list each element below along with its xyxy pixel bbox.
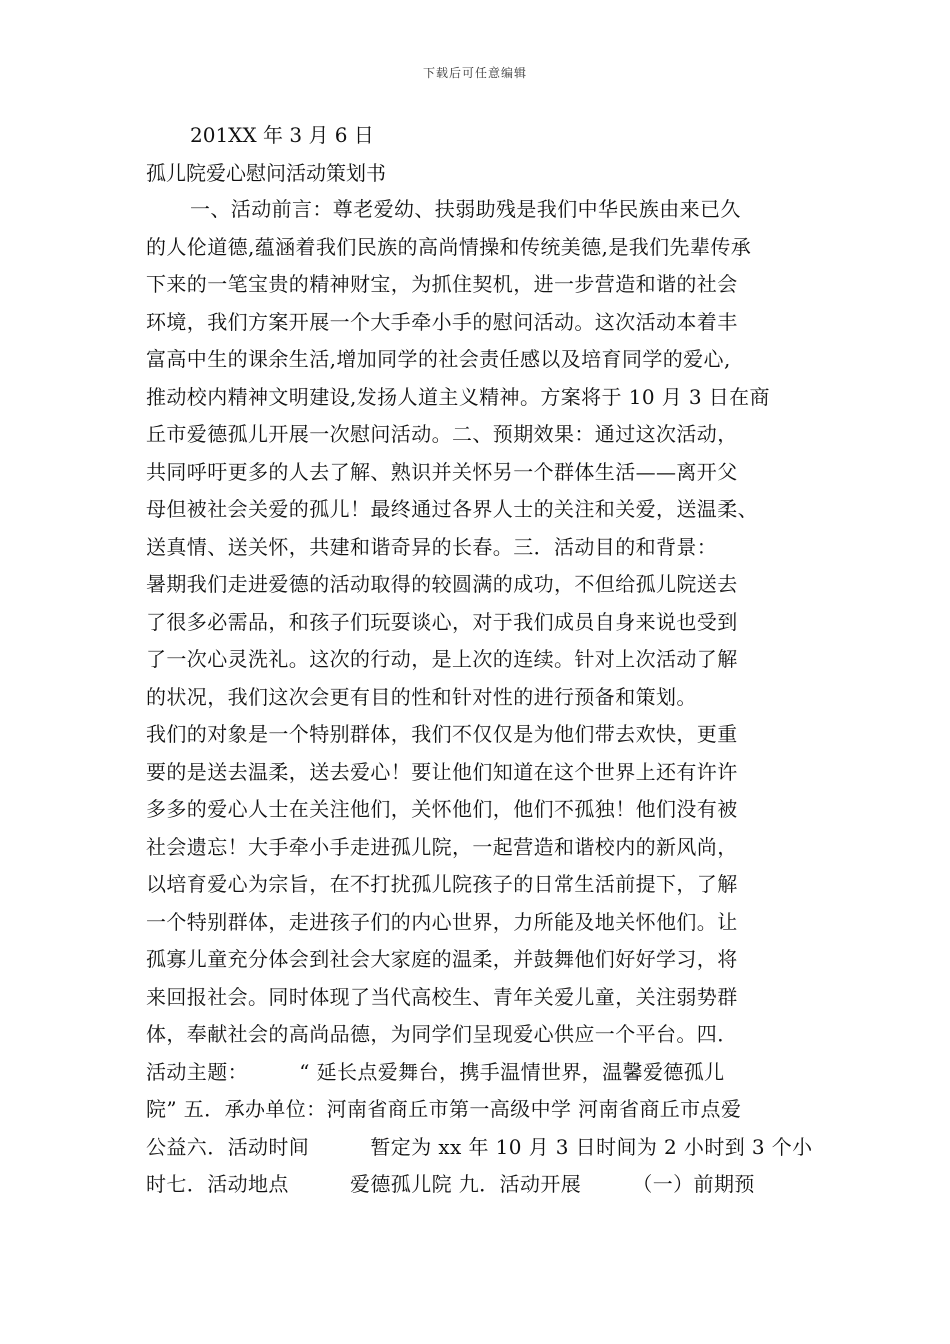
body-line: 院” 五．承办单位：河南省商丘市第一高级中学 河南省商丘市点爱 (146, 1097, 742, 1121)
body-line: 暑期我们走进爱德的活动取得的较圆满的成功，不但给孤儿院送去 (146, 572, 738, 596)
document-date: 201XX 年 3 月 6 日 (190, 123, 374, 147)
body-line: 送真情、送关怀，共建和谐奇异的长春。三．活动目的和背景： (146, 534, 718, 559)
body-line: 我们的对象是一个特别群体，我们不仅仅是为他们带去欢快，更重 (146, 722, 738, 746)
body-line: 富高中生的课余生活,增加同学的社会责任感以及培育同学的爱心, (146, 347, 731, 371)
body-line: 时七．活动地点 爱德孤儿院 九．活动开展 （一）前期预 (146, 1172, 755, 1196)
body-line: 孤寡儿童充分体会到社会大家庭的温柔，并鼓舞他们好好学习，将 (146, 947, 738, 971)
body-line: 下来的一笔宝贵的精神财宝，为抓住契机，进一步营造和谐的社会 (146, 272, 738, 296)
body-line: 体，奉献社会的高尚品德，为同学们呈现爱心供应一个平台。四． (146, 1022, 738, 1046)
body-line: 一、活动前言：尊老爱幼、扶弱助残是我们中华民族由来已久 (190, 197, 741, 221)
body-line: 丘市爱德孤儿开展一次慰问活动。二、预期效果：通过这次活动， (146, 422, 738, 446)
page-header: 下载后可任意编辑 (422, 66, 527, 80)
body-line: 多多的爱心人士在关注他们，关怀他们，他们不孤独！他们没有被 (146, 797, 738, 821)
body-line: 一个特别群体，走进孩子们的内心世界，力所能及地关怀他们。让 (146, 909, 738, 934)
body-line: 社会遗忘！大手牵小手走进孤儿院，一起营造和谐校内的新风尚， (146, 834, 738, 859)
document-title: 孤儿院爱心慰问活动策划书 (146, 161, 386, 185)
body-line: 了一次心灵洗礼。这次的行动，是上次的连续。针对上次活动了解 (146, 647, 738, 671)
body-line: 母但被社会关爱的孤儿！最终通过各界人士的关注和关爱，送温柔、 (146, 497, 758, 521)
body-line: 的人伦道德,蕴涵着我们民族的高尚情操和传统美德,是我们先辈传承 (146, 234, 752, 259)
body-line: 来回报社会。同时体现了当代高校生、青年关爱儿童，关注弱势群 (146, 984, 738, 1009)
body-line: 推动校内精神文明建设,发扬人道主义精神。方案将于 10 月 3 日在商 (146, 384, 770, 409)
body-line: 活动主题： “ 延长点爱舞台，携手温情世界，温馨爱德孤儿 (146, 1059, 725, 1084)
body-line: 共同呼吁更多的人去了解、熟识并关怀另一个群体生活——离开父 (146, 459, 738, 484)
body-line: 的状况，我们这次会更有目的性和针对性的进行预备和策划。 (146, 684, 697, 709)
body-line: 环境，我们方案开展一个大手牵小手的慰问活动。这次活动本着丰 (146, 309, 738, 334)
body-line: 公益六．活动时间 暂定为 xx 年 10 月 3 日时间为 2 小时到 3 个小 (146, 1134, 813, 1159)
document-body (146, 191, 826, 1204)
body-line: 以培育爱心为宗旨，在不打扰孤儿院孩子的日常生活前提下，了解 (146, 872, 738, 896)
body-line: 了很多必需品，和孩子们玩耍谈心，对于我们成员自身来说也受到 (146, 609, 738, 634)
body-line: 要的是送去温柔，送去爱心！要让他们知道在这个世界上还有许许 (146, 759, 738, 784)
